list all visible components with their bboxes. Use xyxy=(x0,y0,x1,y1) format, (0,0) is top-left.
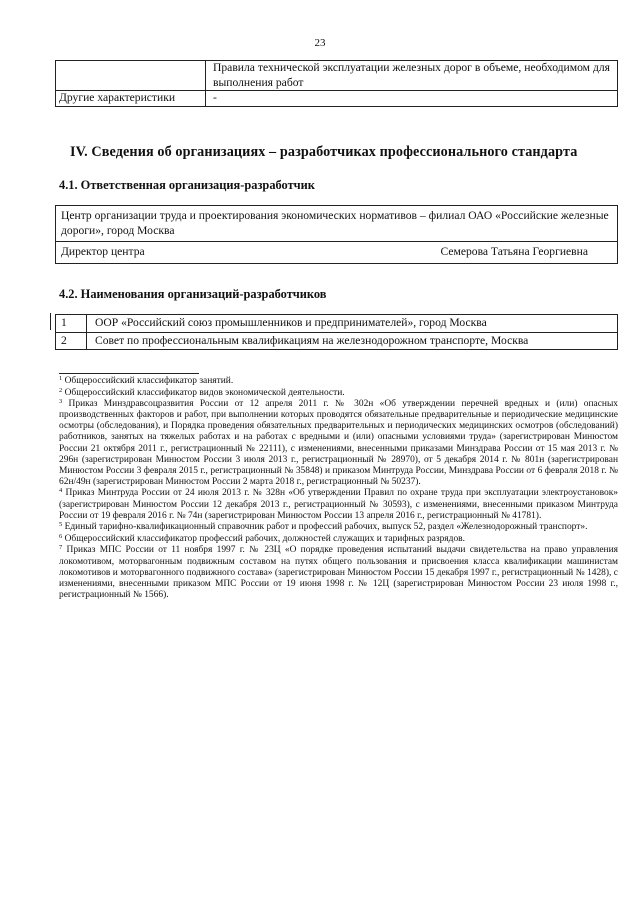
developer-name: ООР «Российский союз промышленников и предпринимателей», город Москва xyxy=(87,315,618,333)
footnote-number: 7 xyxy=(59,544,63,552)
table-row xyxy=(56,242,618,264)
person-name: Семерова Татьяна Георгиевна xyxy=(440,245,588,258)
footnote-text: Приказ Минтруда России от 24 июля 2013 г. № 328н «Об утверждении Правил по охране труда при эксплуатации электроустановок» (зарегистрирован Минюстом России 12 декабря 2013 г., регистрационный № 30593), с изменениями, внесенными приказом Минтруда России от 19 февраля 2016 г. № 74н (зарегистрирован Минюстом России 13 апреля 2016 г., регистрационный № 41781). xyxy=(59,488,619,521)
footnote-text: Общероссийский классификатор занятий. xyxy=(64,376,234,386)
footnote xyxy=(59,522,618,533)
footnote-number: 1 xyxy=(59,375,63,382)
table-row xyxy=(56,315,618,333)
director-cell xyxy=(56,242,618,264)
other-characteristics-value: - xyxy=(206,91,618,107)
position-label: Директор центра xyxy=(61,245,145,258)
footnote xyxy=(59,388,618,399)
responsible-org-table xyxy=(55,205,618,264)
footnote-text: Приказ МПС России от 11 ноября 1997 г. № 23Ц «О порядке проведения испытаний выдачи свидетельства на право управления локомотивом, моторвагонным подвижным составом на путях общего пользования и присвоения класса квалификации машинистам локомотивов и моторвагонного подвижного состава» (зарегистрирован Минюстом России 15 декабря 1997 г., регистрационный № 1428), с изменениями, внесенными приказом МПС России от 19 июня 1998 г. № 12Ц (зарегистрирован Минюстом России 23 июля 1998 г., регистрационный № 1566). xyxy=(59,545,618,600)
footnote xyxy=(59,545,618,600)
page-number: 23 xyxy=(314,37,326,49)
org-name-cell: Центр организации труда и проектирования экономических нормативов – филиал ОАО «Российские железные дороги», город Москва xyxy=(56,206,618,242)
footnote-number: 3 xyxy=(59,398,63,406)
table-row xyxy=(56,91,618,107)
footnote-text: Общероссийский классификатор видов экономической деятельности. xyxy=(64,387,345,398)
subsection-heading-developers: 4.2. Наименования организаций-разработчиков xyxy=(59,287,327,301)
footnotes xyxy=(59,376,618,601)
footnote-number: 4 xyxy=(59,487,63,495)
footnote xyxy=(59,376,618,387)
footnote-separator xyxy=(59,373,199,374)
developer-name: Совет по профессиональным квалификациям на железнодорожном транспорте, Москва xyxy=(87,332,618,350)
row-number: 1 xyxy=(56,315,87,333)
margin-mark xyxy=(50,313,51,330)
developers-table xyxy=(55,314,618,350)
table-row xyxy=(56,61,618,91)
footnote xyxy=(59,488,618,521)
footnote xyxy=(59,534,618,545)
footnote-number: 6 xyxy=(59,532,63,540)
requirements-cell: Правила технической эксплуатации железных дорог в объеме, необходимом для выполнения работ xyxy=(206,61,618,91)
other-characteristics-label: Другие характеристики xyxy=(56,91,206,107)
section-heading: IV. Сведения об организациях – разработчиках профессионального стандарта xyxy=(70,144,578,160)
footnote-text: Приказ Минздравсоцразвития России от 12 апреля 2011 г. № 302н «Об утверждении перечней вредных и (или) опасных производственных факторов и работ, при выполнении которых проводятся обязательные предварительные и периодические медицинские осмотры (обследования), и Порядка проведения обязательных предварительных и периодических медицинских осмотров (обследований) работников, занятых на тяжелых работах и на работах с вредными и (или) опасными условиями труда» (зарегистрирован Минюстом России 21 октября 2011 г., регистрационный № 22111), с изменениями, внесенными приказами Минздрава России от 15 мая 2013 г. № 296н (зарегистрирован Минюстом России 3 июля 2013 г., регистрационный № 28970), от 5 декабря 2014 г. № 801н (зарегистрирован Минюстом России 3 февраля 2015 г., регистрационный № 35848) и приказом Минтруда России, Минздрава России от 6 февраля 2018 г. № 62н/49н (зарегистрирован Минюстом России 2 марта 2018 г., регистрационный № 50237). xyxy=(59,399,619,487)
subsection-heading-responsible: 4.1. Ответственная организация-разработчик xyxy=(59,178,315,192)
empty-cell xyxy=(56,61,206,91)
footnote xyxy=(59,399,618,488)
footnote-number: 2 xyxy=(59,386,63,394)
row-number: 2 xyxy=(56,332,87,350)
table-row xyxy=(56,332,618,350)
footnote-text: Общероссийский классификатор профессий рабочих, должностей служащих и тарифных разрядов. xyxy=(64,533,465,544)
footnote-number: 5 xyxy=(59,521,63,529)
qualification-requirements-table xyxy=(55,60,618,107)
table-row xyxy=(56,206,618,242)
footnote-text: Единый тарифно-квалификационный справочник работ и профессий рабочих, выпуск 52, раздел «Железнодорожный транспорт». xyxy=(64,522,588,533)
